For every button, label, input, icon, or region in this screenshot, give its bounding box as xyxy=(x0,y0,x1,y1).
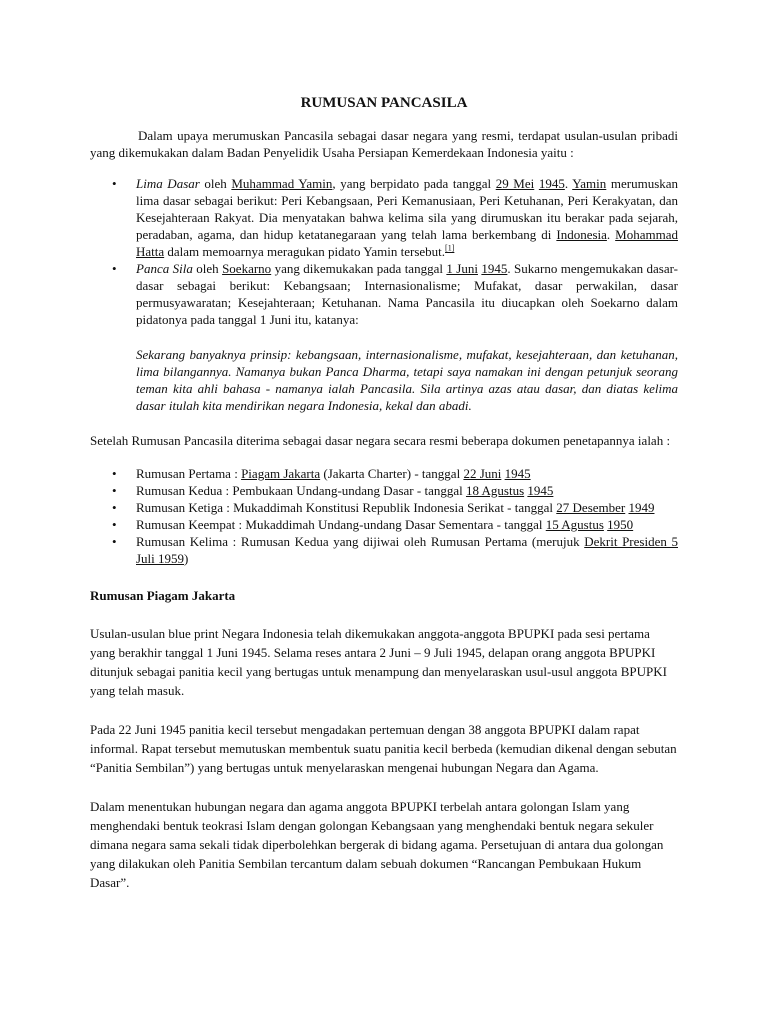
link-date[interactable]: 15 Agustus xyxy=(545,517,604,532)
intro-paragraph: Dalam upaya merumuskan Pancasila sebagai dasar negara yang resmi, terdapat usulan-usulan pribadi yang dikemukakan dalam Badan Penyelidik Usaha Persiapan Kemerdekaan Indonesia yaitu : xyxy=(90,128,678,160)
link-year[interactable]: 1945 xyxy=(504,466,531,481)
body-paragraph: Pada 22 Juni 1945 panitia kecil tersebut mengadakan pertemuan dengan 38 anggota BPUPKI dalam rapat informal. Rapat tersebut memutuskan membentuk suatu panitia kecil berbeda (kemudian dikenal dengan sebutan “Panitia Sembilan”) yang bertugas untuk menyelaraskan mengenai hubungan Negara dan Agama. xyxy=(90,722,677,775)
bullet-icon: • xyxy=(112,466,117,481)
body-paragraph: Dalam menentukan hubungan negara dan agama anggota BPUPKI terbelah antara golongan Islam yang menghendaki bentuk teokrasi Islam dengan golongan Kebangsaan yang menghendaki bentuk negara sekuler dimana negara sama sekali tidak diperbolehkan bergerak di bidang agama. Persetujuan di antara dua golongan yang dilakukan oleh Panitia Sembilan tercantum dalam sebuah dokumen “Rancangan Pembukaan Hukum Dasar”. xyxy=(90,799,664,890)
footnote-ref-link[interactable]: [1] xyxy=(445,243,455,253)
soekarno-quote: Sekarang banyaknya prinsip: kebangsaan, internasionalisme, mufakat, kesejahteraan, dan ketuhanan, lima bilangannya. Namanya bukan Panca Dharma, tetapi saya namakan ini dengan petunjuk seorang teman kita ahli bahasa - namanya ialah Pancasila. Sila artinya azas atau dasar, dan diatas kelima dasar itulah kita mendirikan negara Indonesia, kekal dan abadi. xyxy=(136,347,678,413)
link-year[interactable]: 1945 xyxy=(527,483,554,498)
link-soekarno[interactable]: Soekarno xyxy=(222,261,272,276)
section-body xyxy=(90,624,678,892)
list-item-formulation: • Rumusan Ketiga : Mukaddimah Konstitusi Republik Indonesia Serikat - tanggal 27 Desember 1949 xyxy=(112,500,655,515)
link-date[interactable]: 22 Juni xyxy=(463,466,502,481)
proposal-list xyxy=(90,175,678,328)
list-item-formulation: • Rumusan Keempat : Mukaddimah Undang-undang Dasar Sementara - tanggal 15 Agustus 1950 xyxy=(112,517,634,532)
link-piagam-jakarta[interactable]: Piagam Jakarta xyxy=(241,466,321,481)
bullet-icon: • xyxy=(112,483,117,498)
link-date[interactable]: 27 Desember xyxy=(556,500,626,515)
bullet-icon: • xyxy=(112,534,117,549)
formulation-list xyxy=(90,465,678,567)
link-year[interactable]: 1949 xyxy=(628,500,655,515)
formulations-intro: Setelah Rumusan Pancasila diterima sebagai dasar negara secara resmi beberapa dokumen penetapannya ialah : xyxy=(90,433,671,448)
list-item-panca-sila: • Panca Sila oleh Soekarno yang dikemukakan pada tanggal 1 Juni 1945. Sukarno mengemukakan dasar-dasar sebagai berikut: Kebangsaan; Internasionalisme; Mufakat, dasar perwakilan, dasar permusyawaratan; Kesejahteraan; Ketuhanan. Nama Pancasila itu diucapkan oleh Soekarno dalam pidatonya pada tanggal 1 Juni itu, katanya: xyxy=(112,261,679,327)
document-page xyxy=(90,93,678,892)
link-year[interactable]: 1950 xyxy=(607,517,634,532)
bullet-icon: • xyxy=(112,176,117,191)
list-item-formulation: • Rumusan Pertama : Piagam Jakarta (Jakarta Charter) - tanggal 22 Juni 1945 xyxy=(112,466,531,481)
section-heading: Rumusan Piagam Jakarta xyxy=(90,588,236,603)
page-title: RUMUSAN PANCASILA xyxy=(300,95,468,111)
term-panca-sila: Panca Sila xyxy=(136,261,193,276)
list-item-formulation: • Rumusan Kelima : Rumusan Kedua yang dijiwai oleh Rumusan Pertama (merujuk Dekrit Presiden 5 Juli 1959) xyxy=(112,534,678,566)
link-date[interactable]: 1 Juni xyxy=(446,261,478,276)
body-paragraph: Usulan-usulan blue print Negara Indonesia telah dikemukakan anggota-anggota BPUPKI pada sesi pertama yang berakhir tanggal 1 Juni 1945. Selama reses antara 2 Juni – 9 Juli 1945, delapan orang anggota BPUPKI ditunjuk sebagai panitia kecil yang bertugas untuk menampung dan menyelaraskan usul-usul anggota BPUPKI yang telah masuk. xyxy=(90,626,667,698)
link-year[interactable]: 1945 xyxy=(538,176,565,191)
link-date[interactable]: 18 Agustus xyxy=(465,483,525,498)
link-year[interactable]: 1945 xyxy=(481,261,508,276)
link-indonesia[interactable]: Indonesia xyxy=(556,227,607,242)
link-date[interactable]: 29 Mei xyxy=(495,176,535,191)
link-dekrit-presiden[interactable]: Dekrit Presiden 5 Juli 1959 xyxy=(136,534,678,566)
term-lima-dasar: Lima Dasar xyxy=(136,176,200,191)
link-mohammad-hatta[interactable]: Mohammad Hatta xyxy=(136,227,678,259)
list-item-lima-dasar: • Lima Dasar oleh Muhammad Yamin, yang berpidato pada tanggal 29 Mei 1945. Yamin merumuskan lima dasar sebagai berikut: Peri Kebangsaan, Peri Kemanusiaan, Peri Ketuhanan, Peri Kerakyatan, dan Kesejahteraan Rakyat. Dia menyatakan bahwa kelima sila yang dirumuskan itu berakar pada sejarah, peradaban, agama, dan hidup ketatanegaraan yang telah lama berkembang di Indonesia. Mohammad Hatta dalam memoarnya meragukan pidato Yamin tersebut.[1] xyxy=(112,176,679,259)
list-item-formulation: • Rumusan Kedua : Pembukaan Undang-undang Dasar - tanggal 18 Agustus 1945 xyxy=(112,483,554,498)
bullet-icon: • xyxy=(112,517,117,532)
link-yamin[interactable]: Yamin xyxy=(572,176,607,191)
bullet-icon: • xyxy=(112,500,117,515)
link-muhammad-yamin[interactable]: Muhammad Yamin xyxy=(231,176,333,191)
bullet-icon: • xyxy=(112,261,117,276)
